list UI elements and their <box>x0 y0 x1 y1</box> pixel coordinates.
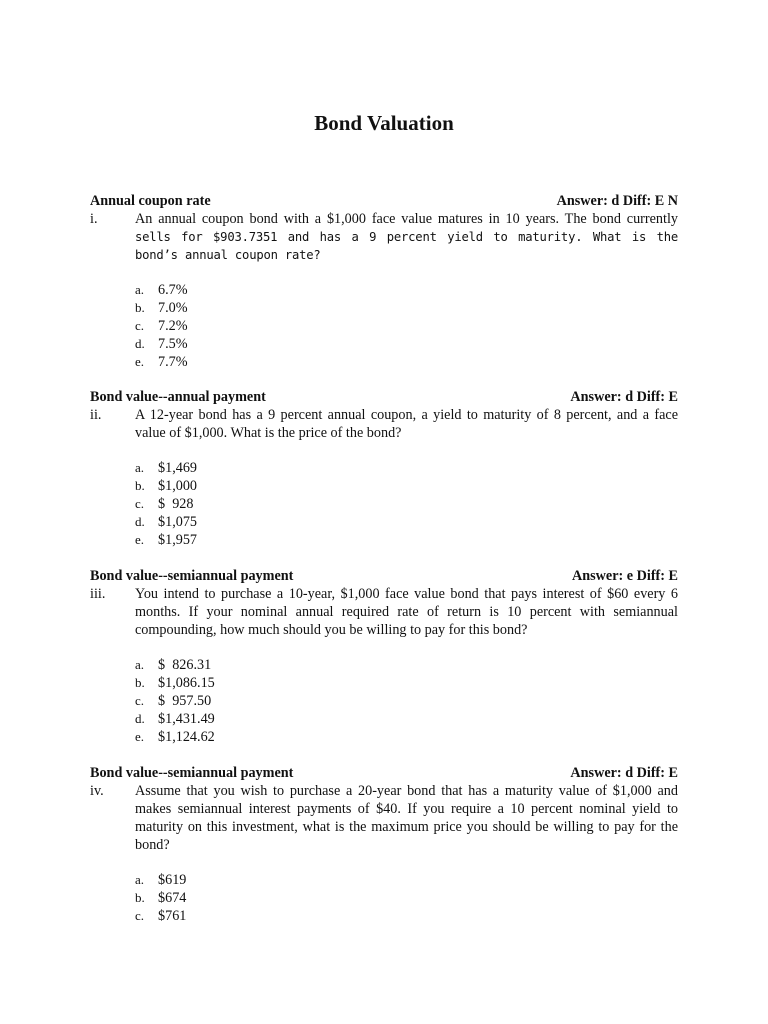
choice-value: 7.0% <box>158 300 188 316</box>
question-topic: Bond value--semiannual payment <box>90 568 294 584</box>
choice-value: $1,075 <box>158 514 198 530</box>
choice-value: $ 928 <box>158 496 194 512</box>
answer-difficulty: Answer: d Diff: E <box>570 389 678 405</box>
question-1 <box>90 192 678 371</box>
question-number: i. <box>90 211 98 227</box>
answer-choices <box>135 459 678 549</box>
choice-d <box>135 335 678 353</box>
choice-letter: a. <box>135 282 145 297</box>
choice-letter: c. <box>135 318 145 333</box>
choice-value: $761 <box>158 908 187 924</box>
choice-letter: c. <box>135 908 145 923</box>
choice-letter: e. <box>135 729 145 744</box>
choice-b <box>135 477 678 495</box>
choice-value: $1,086.15 <box>158 675 215 691</box>
choice-letter: e. <box>135 532 145 547</box>
question-number: ii. <box>90 407 102 423</box>
choice-letter: d. <box>135 514 145 529</box>
choice-b <box>135 299 678 317</box>
choice-a <box>135 656 678 674</box>
choice-a <box>135 281 678 299</box>
choice-value: $1,957 <box>158 532 198 548</box>
answer-choices <box>135 281 678 371</box>
answer-choices <box>135 656 678 746</box>
choice-a <box>135 871 678 889</box>
question-body <box>90 210 678 264</box>
choice-letter: c. <box>135 496 145 511</box>
choice-letter: b. <box>135 890 145 905</box>
choice-letter: a. <box>135 460 145 475</box>
question-topic: Bond value--semiannual payment <box>90 765 294 781</box>
choice-value: 7.5% <box>158 336 188 352</box>
choice-e <box>135 531 678 549</box>
choice-d <box>135 513 678 531</box>
choice-value: $ 957.50 <box>158 693 212 709</box>
choice-d <box>135 710 678 728</box>
question-text-line: An annual coupon bond with a $1,000 face value matures in 10 years. The bond currently <box>135 211 678 227</box>
choice-c <box>135 907 678 925</box>
answer-choices <box>135 871 678 925</box>
question-header <box>90 567 678 585</box>
choice-value: 7.7% <box>158 354 188 370</box>
question-header <box>90 764 678 782</box>
choice-a <box>135 459 678 477</box>
choice-value: 6.7% <box>158 282 188 298</box>
question-number: iii. <box>90 586 106 602</box>
choice-c <box>135 495 678 513</box>
question-text: You intend to purchase a 10-year, $1,000 face value bond that pays interest of $60 every 6 months. If your nominal annual required rate of return is 10 percent with semiannual compounding, how much should you be willing to pay for this bond? <box>135 586 678 638</box>
question-header <box>90 192 678 210</box>
choice-letter: b. <box>135 675 145 690</box>
question-number: iv. <box>90 783 104 799</box>
choice-letter: b. <box>135 300 145 315</box>
choice-value: $674 <box>158 890 187 906</box>
choice-value: $1,469 <box>158 460 198 476</box>
choice-c <box>135 317 678 335</box>
question-text <box>135 210 678 264</box>
choice-letter: d. <box>135 336 145 351</box>
choice-letter: a. <box>135 657 145 672</box>
choice-value: 7.2% <box>158 318 188 334</box>
choice-c <box>135 692 678 710</box>
choice-value: $ 826.31 <box>158 657 212 673</box>
question-body <box>90 782 678 854</box>
question-topic: Annual coupon rate <box>90 193 211 209</box>
question-3 <box>90 567 678 746</box>
question-topic: Bond value--annual payment <box>90 389 266 405</box>
question-body <box>90 406 678 442</box>
page-title: Bond Valuation <box>314 111 454 136</box>
question-2 <box>90 388 678 549</box>
choice-e <box>135 728 678 746</box>
choice-value: $1,431.49 <box>158 711 215 727</box>
answer-difficulty: Answer: d Diff: E N <box>556 193 678 209</box>
choice-value: $1,000 <box>158 478 198 494</box>
choice-b <box>135 674 678 692</box>
question-4 <box>90 764 678 925</box>
choice-letter: b. <box>135 478 145 493</box>
choice-value: $1,124.62 <box>158 729 215 745</box>
question-text: A 12-year bond has a 9 percent annual coupon, a yield to maturity of 8 percent, and a face value of $1,000. What is the price of the bond? <box>135 407 678 441</box>
choice-e <box>135 353 678 371</box>
question-header <box>90 388 678 406</box>
choice-b <box>135 889 678 907</box>
choice-letter: e. <box>135 354 145 369</box>
question-body <box>90 585 678 639</box>
choice-value: $619 <box>158 872 187 888</box>
question-text: Assume that you wish to purchase a 20-year bond that has a maturity value of $1,000 and makes semiannual interest payments of $40. If you require a 10 percent nominal yield to maturity on this investment, what is the maximum price you should be willing to pay for the bond? <box>135 783 678 853</box>
choice-letter: d. <box>135 711 145 726</box>
question-text-mono: sells for $903.7351 and has a 9 percent yield to maturity. What is the bond’s annual coupon rate? <box>135 230 678 262</box>
answer-difficulty: Answer: e Diff: E <box>572 568 678 584</box>
choice-letter: c. <box>135 693 145 708</box>
answer-difficulty: Answer: d Diff: E <box>570 765 678 781</box>
choice-letter: a. <box>135 872 145 887</box>
